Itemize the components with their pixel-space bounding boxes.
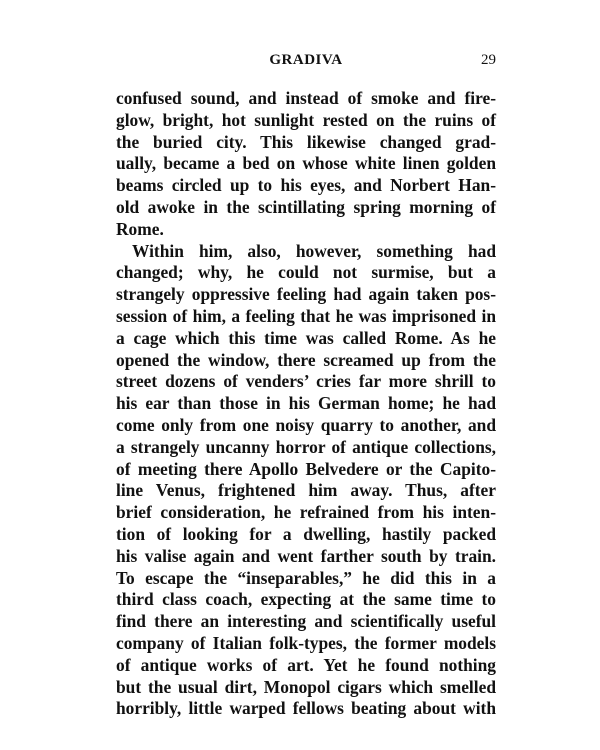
text-line: beams circled up to his eyes, and Norbert Han- — [116, 175, 496, 196]
text-line: the buried city. This likewise changed grad- — [116, 131, 496, 152]
text-line: Rome. — [116, 218, 164, 239]
text-line: of antique works of art. Yet he found nothing — [116, 654, 496, 675]
page-number: 29 — [481, 52, 496, 68]
body-text — [116, 88, 496, 720]
text-line: Within him, also, however, something had — [132, 240, 496, 261]
text-line: his ear than those in his German home; he had — [116, 393, 496, 414]
text-line: horribly, little warped fellows beating about with — [116, 698, 496, 719]
text-line: come only from one noisy quarry to another, and — [116, 414, 496, 435]
text-line: changed; why, he could not surmise, but a — [116, 262, 496, 283]
running-head — [116, 52, 496, 72]
text-line: glow, bright, hot sunlight rested on the ruins of — [116, 109, 496, 130]
text-line: To escape the “inseparables,” he did this in a — [116, 567, 496, 588]
text-line: of meeting there Apollo Belvedere or the Capito- — [116, 458, 496, 479]
text-line: third class coach, expecting at the same time to — [116, 589, 496, 610]
text-line: brief consideration, he refrained from his inten- — [116, 502, 496, 523]
text-line: old awoke in the scintillating spring morning of — [116, 196, 496, 217]
running-title: GRADIVA — [269, 52, 343, 68]
text-line: opened the window, there screamed up from the — [116, 349, 496, 370]
text-line: street dozens of venders’ cries far more shrill to — [116, 371, 496, 392]
text-line: find there an interesting and scientifically useful — [116, 611, 496, 632]
text-line: his valise again and went farther south by train. — [116, 545, 496, 566]
text-line: ually, became a bed on whose white linen golden — [116, 153, 496, 174]
text-line: session of him, a feeling that he was imprisoned in — [116, 305, 496, 326]
text-line: tion of looking for a dwelling, hastily packed — [116, 523, 496, 544]
text-line: company of Italian folk-types, the former models — [116, 632, 496, 653]
text-line: confused sound, and instead of smoke and fire- — [116, 88, 496, 108]
text-line: line Venus, frightened him away. Thus, after — [116, 480, 496, 501]
text-line: but the usual dirt, Monopol cigars which smelled — [116, 676, 496, 697]
text-line: a strangely uncanny horror of antique collections, — [116, 436, 496, 457]
text-line: a cage which this time was called Rome. As he — [116, 327, 496, 348]
text-line: strangely oppressive feeling had again taken pos- — [116, 284, 496, 305]
